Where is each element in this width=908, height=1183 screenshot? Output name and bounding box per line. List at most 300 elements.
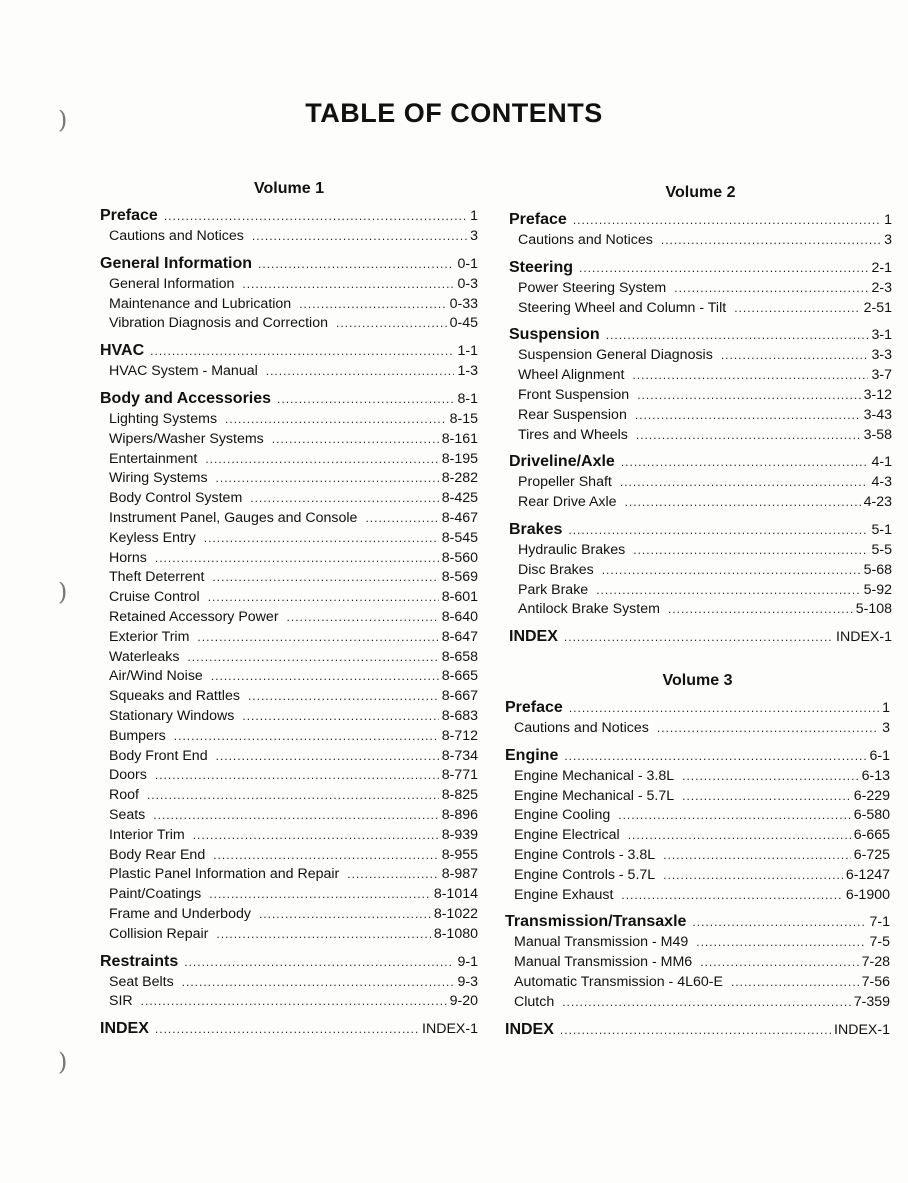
entry-title: Paint/Coatings (109, 886, 202, 903)
page-number: 8-560 (441, 549, 478, 566)
toc-index-entry[interactable] (509, 626, 892, 648)
leader-dots (696, 933, 866, 953)
entry-title: HVAC (100, 342, 145, 360)
leader-dots (365, 509, 438, 529)
entry-title: Frame and Underbody (109, 905, 251, 922)
leader-dots (242, 275, 454, 295)
leader-dots (621, 451, 869, 473)
page-number: 3-7 (871, 367, 892, 384)
toc-subentry[interactable] (509, 386, 892, 406)
toc-section-entry[interactable] (100, 951, 478, 973)
toc-subentry[interactable] (505, 806, 890, 826)
toc-subentry[interactable] (505, 953, 890, 973)
toc-section-entry[interactable] (509, 257, 892, 279)
entry-title: Preface (100, 207, 158, 224)
toc-section-entry[interactable] (100, 253, 478, 275)
toc-subentry[interactable] (505, 933, 890, 953)
leader-dots (573, 209, 881, 231)
page-number: 8-658 (441, 648, 478, 665)
entry-title: Engine Controls - 3.8L (514, 846, 656, 863)
entry-title: Rear Suspension (518, 406, 627, 423)
toc-subentry[interactable] (100, 667, 478, 687)
toc-subentry[interactable] (505, 767, 890, 787)
leader-dots (661, 231, 881, 251)
toc-subentry[interactable] (505, 866, 890, 886)
toc-subentry[interactable] (100, 588, 478, 608)
toc-section-entry[interactable] (509, 209, 892, 231)
toc-subentry[interactable] (505, 787, 890, 807)
entry-title: Wheel Alignment (518, 367, 625, 384)
toc-subentry[interactable] (509, 600, 892, 620)
leader-dots (700, 953, 858, 973)
leader-dots (663, 846, 851, 866)
entry-title: Transmission/Transaxle (505, 913, 687, 931)
leader-dots (606, 324, 869, 346)
toc-section (509, 209, 892, 251)
leader-dots (569, 697, 879, 719)
toc-subentry[interactable] (100, 509, 478, 529)
toc-index-entry[interactable] (505, 1019, 890, 1041)
page-number: 8-665 (441, 668, 478, 685)
page-title: TABLE OF CONTENTS (305, 98, 603, 128)
leader-dots (568, 519, 868, 541)
leader-dots (560, 1019, 831, 1041)
page-number: 6-665 (853, 827, 890, 844)
leader-dots (216, 925, 430, 945)
page-number: 8-601 (441, 589, 478, 606)
toc-subentry[interactable] (100, 865, 478, 885)
page-number: 8-1 (457, 390, 478, 407)
leader-dots (266, 362, 455, 382)
leader-dots (242, 707, 438, 727)
toc-subentry[interactable] (100, 747, 478, 767)
toc-section-entry[interactable] (100, 205, 478, 227)
toc-section (100, 1018, 478, 1040)
toc-subentry[interactable] (100, 846, 478, 866)
leader-dots (336, 314, 447, 334)
page-number: 8-987 (441, 866, 478, 883)
page-number: 5-5 (871, 541, 892, 558)
leader-dots (299, 295, 446, 315)
leader-dots (155, 1018, 419, 1040)
page-number: 8-467 (441, 509, 478, 526)
entry-title: Rear Drive Axle (518, 494, 617, 511)
entry-title: Doors (109, 767, 147, 784)
toc-subentry[interactable] (100, 410, 478, 430)
toc-subentry[interactable] (100, 925, 478, 945)
page-number: 0-33 (449, 295, 478, 312)
entry-title: Cautions and Notices (109, 228, 244, 244)
leader-dots (212, 568, 438, 588)
page-number: 6-1900 (845, 886, 890, 903)
entry-title: Suspension General Diagnosis (518, 347, 713, 364)
entry-title: Wiring Systems (109, 470, 208, 487)
page-number: 6-1 (869, 747, 890, 764)
entry-title: Preface (509, 211, 567, 228)
toc-section (505, 1019, 890, 1041)
toc-subentry[interactable] (505, 973, 890, 993)
page-number: 3-1 (871, 327, 892, 344)
entry-title: INDEX (100, 1020, 149, 1038)
leader-dots (602, 561, 861, 581)
toc-subentry[interactable] (100, 549, 478, 569)
page-number: 8-712 (441, 727, 478, 744)
entry-title: Interior Trim (109, 826, 185, 843)
page-number: 0-45 (449, 315, 478, 332)
page-number: 2-51 (863, 299, 892, 316)
entry-title: Bumpers (109, 727, 166, 744)
toc-subentry[interactable] (100, 648, 478, 668)
entry-title: Entertainment (109, 450, 198, 467)
entry-title: Horns (109, 549, 147, 566)
page-number: 8-683 (441, 707, 478, 724)
page-number: 5-92 (863, 581, 892, 598)
page-number: 8-1080 (433, 925, 478, 942)
page-number: 5-68 (863, 561, 892, 578)
leader-dots (141, 992, 447, 1012)
entry-title: Engine Mechanical - 5.7L (514, 787, 675, 804)
leader-dots (258, 253, 454, 275)
entry-title: Keyless Entry (109, 529, 196, 546)
page-number: 4-1 (871, 454, 892, 471)
leader-dots (731, 973, 859, 993)
entry-title: Engine Controls - 5.7L (514, 866, 656, 883)
page-number: 3-43 (863, 406, 892, 423)
page-number: 3-58 (863, 426, 892, 443)
entry-title: Body Front End (109, 747, 208, 764)
toc-subentry[interactable] (100, 489, 478, 509)
toc-subentry[interactable] (100, 727, 478, 747)
leader-dots (197, 628, 438, 648)
leader-dots (216, 469, 439, 489)
leader-dots (287, 608, 439, 628)
page-number: 8-825 (441, 787, 478, 804)
toc-subentry[interactable] (509, 541, 892, 561)
leader-dots (187, 648, 438, 668)
toc-subentry[interactable] (100, 469, 478, 489)
volume-3-column (505, 672, 890, 1047)
leader-dots (682, 767, 858, 787)
leader-dots (164, 205, 467, 227)
entry-title: Propeller Shaft (518, 474, 612, 491)
toc-section (505, 745, 890, 906)
page-number: 8-640 (441, 608, 478, 625)
entry-title: Collision Repair (109, 925, 209, 942)
page-number: 8-195 (441, 450, 478, 467)
entry-title: Vibration Diagnosis and Correction (109, 315, 328, 332)
entry-title: Brakes (509, 520, 563, 538)
entry-title: Body and Accessories (100, 389, 272, 407)
page-number: 8-667 (441, 688, 478, 705)
page-number: 3 (884, 232, 892, 248)
page-number: 2-1 (871, 259, 892, 276)
toc-section (509, 324, 892, 445)
page-number: 5-1 (871, 521, 892, 538)
entry-title: Engine Mechanical - 3.8L (514, 767, 675, 784)
toc-subentry[interactable] (505, 826, 890, 846)
leader-dots (347, 865, 438, 885)
entry-title: Engine Electrical (514, 827, 620, 844)
page-number: 7-56 (861, 973, 890, 990)
toc-subentry[interactable] (100, 568, 478, 588)
toc-subentry[interactable] (509, 493, 892, 513)
page-number: 8-15 (449, 410, 478, 427)
page-number: 7-359 (853, 993, 890, 1010)
leader-dots (174, 727, 439, 747)
toc-section (100, 253, 478, 334)
entry-title: Exterior Trim (109, 628, 190, 645)
toc-section-entry[interactable] (509, 324, 892, 346)
page-number: 4-3 (871, 474, 892, 491)
entry-title: General Information (109, 275, 235, 292)
toc-section-entry[interactable] (505, 697, 890, 719)
page-number: 6-13 (861, 767, 890, 784)
toc-section (509, 257, 892, 319)
leader-dots (674, 279, 868, 299)
toc-subentry[interactable] (505, 719, 890, 739)
leader-dots (147, 786, 439, 806)
toc-subentry[interactable] (509, 406, 892, 426)
toc-section-entry[interactable] (509, 519, 892, 541)
page-number: 8-545 (441, 529, 478, 546)
leader-dots (277, 388, 454, 410)
entry-title: Restraints (100, 952, 179, 970)
toc-section (100, 340, 478, 382)
toc-subentry[interactable] (100, 707, 478, 727)
leader-dots (153, 806, 438, 826)
toc-subentry[interactable] (509, 346, 892, 366)
entry-title: Wipers/Washer Systems (109, 430, 264, 447)
page-number: 8-955 (441, 846, 478, 863)
page-number: 8-734 (441, 747, 478, 764)
page-number: 1-1 (457, 343, 478, 360)
leader-dots (182, 973, 455, 993)
leader-dots (734, 299, 860, 319)
page-number: 8-425 (441, 490, 478, 507)
leader-dots (184, 951, 454, 973)
toc-subentry[interactable] (509, 231, 892, 251)
page-number: INDEX-1 (422, 1021, 478, 1038)
leader-dots (633, 541, 868, 561)
toc-section-entry[interactable] (505, 911, 890, 933)
toc-subentry[interactable] (509, 366, 892, 386)
toc-subentry[interactable] (100, 430, 478, 450)
toc-subentry[interactable] (100, 885, 478, 905)
page-number: 8-771 (441, 767, 478, 784)
leader-dots (625, 493, 861, 513)
entry-title: HVAC System - Manual (109, 363, 258, 380)
page-number: 7-28 (861, 954, 890, 971)
leader-dots (635, 406, 861, 426)
toc-subentry[interactable] (100, 450, 478, 470)
toc-subentry[interactable] (100, 806, 478, 826)
entry-title: Retained Accessory Power (109, 608, 279, 625)
page-number: 3-12 (863, 386, 892, 403)
leader-dots (663, 866, 843, 886)
entry-title: Waterleaks (109, 648, 180, 665)
toc-section (509, 519, 892, 620)
leader-dots (668, 600, 853, 620)
entry-title: Roof (109, 787, 139, 804)
page-number: 8-939 (441, 826, 478, 843)
toc-subentry[interactable] (100, 227, 478, 247)
leader-dots (205, 450, 438, 470)
toc-subentry[interactable] (100, 992, 478, 1012)
page-number: INDEX-1 (834, 1021, 890, 1038)
volume-title: Volume 3 (662, 672, 733, 689)
page-number: 8-282 (441, 470, 478, 487)
page-number: 8-1014 (433, 886, 478, 903)
page-number: 7-1 (869, 914, 890, 931)
entry-title: Automatic Transmission - 4L60-E (514, 973, 723, 990)
toc-subentry[interactable] (100, 786, 478, 806)
entry-title: Engine Exhaust (514, 886, 614, 903)
leader-dots (636, 426, 861, 446)
toc-subentry[interactable] (100, 529, 478, 549)
margin-mark: ) (58, 578, 68, 606)
leader-dots (620, 473, 869, 493)
toc-subentry[interactable] (100, 826, 478, 846)
entry-title: Manual Transmission - M49 (514, 934, 689, 951)
page-number: 5-108 (855, 601, 892, 618)
entry-title: Body Rear End (109, 846, 206, 863)
page-number: 6-229 (853, 787, 890, 804)
toc-index-entry[interactable] (100, 1018, 478, 1040)
leader-dots (208, 588, 439, 608)
margin-mark: ) (58, 106, 68, 134)
leader-dots (250, 489, 438, 509)
entry-title: Air/Wind Noise (109, 668, 203, 685)
entry-title: INDEX (509, 628, 558, 646)
leader-dots (628, 826, 851, 846)
toc-section-entry[interactable] (509, 451, 892, 473)
entry-title: Antilock Brake System (518, 601, 660, 618)
entry-title: Tires and Wheels (518, 426, 628, 443)
leader-dots (272, 430, 439, 450)
entry-title: Hydraulic Brakes (518, 541, 626, 558)
toc-section (505, 697, 890, 739)
toc-subentry[interactable] (100, 295, 478, 315)
toc-subentry[interactable] (505, 886, 890, 906)
page-number: 9-20 (449, 993, 478, 1010)
toc-subentry[interactable] (505, 993, 890, 1013)
entry-title: Disc Brakes (518, 561, 594, 578)
toc-subentry[interactable] (100, 687, 478, 707)
toc-subentry[interactable] (509, 279, 892, 299)
page-number: 1 (884, 212, 892, 228)
toc-subentry[interactable] (509, 473, 892, 493)
leader-dots (155, 766, 439, 786)
page-number: 6-725 (853, 846, 890, 863)
page-number: 0-3 (457, 275, 478, 292)
toc-subentry[interactable] (509, 299, 892, 319)
leader-dots (193, 826, 439, 846)
entry-title: INDEX (505, 1020, 554, 1038)
toc-subentry[interactable] (100, 608, 478, 628)
leader-dots (155, 549, 439, 569)
entry-title: General Information (100, 254, 253, 272)
page-number: 8-1022 (433, 905, 478, 922)
entry-title: Body Control System (109, 490, 243, 507)
entry-title: Instrument Panel, Gauges and Console (109, 509, 358, 526)
page-number: 8-647 (441, 628, 478, 645)
leader-dots (211, 667, 439, 687)
entry-title: Engine Cooling (514, 807, 611, 824)
toc-subentry[interactable] (505, 846, 890, 866)
toc-section-entry[interactable] (100, 388, 478, 410)
volume-2-column (509, 184, 892, 654)
leader-dots (657, 719, 879, 739)
toc-subentry[interactable] (100, 973, 478, 993)
page-number: 2-3 (871, 279, 892, 296)
toc-section (509, 626, 892, 648)
page-number: 8-569 (441, 569, 478, 586)
page-number: 6-1247 (845, 866, 890, 883)
toc-section (505, 911, 890, 1012)
entry-title: Lighting Systems (109, 410, 218, 427)
entry-title: Park Brake (518, 581, 589, 598)
volume-title: Volume 2 (665, 184, 736, 201)
entry-title: Preface (505, 699, 563, 716)
page-number: 9-3 (457, 973, 478, 990)
leader-dots (692, 911, 866, 933)
leader-dots (682, 787, 851, 807)
leader-dots (637, 386, 860, 406)
entry-title: Steering (509, 258, 574, 276)
toc-subentry[interactable] (100, 628, 478, 648)
leader-dots (632, 366, 868, 386)
toc-subentry[interactable] (100, 766, 478, 786)
leader-dots (564, 745, 866, 767)
toc-subentry[interactable] (509, 561, 892, 581)
volume-title: Volume 1 (254, 180, 324, 197)
leader-dots (721, 346, 869, 366)
page-number: 1 (882, 700, 890, 716)
entry-title: Seat Belts (109, 973, 174, 990)
page-number: 7-5 (869, 934, 890, 951)
page-number: 9-1 (457, 953, 478, 970)
entry-title: Steering Wheel and Column - Tilt (518, 299, 727, 316)
entry-title: Maintenance and Lubrication (109, 295, 292, 312)
toc-section-entry[interactable] (505, 745, 890, 767)
entry-title: Clutch (514, 993, 555, 1010)
leader-dots (209, 885, 431, 905)
toc-section (509, 451, 892, 513)
leader-dots (579, 257, 868, 279)
toc-subentry[interactable] (509, 426, 892, 446)
entry-title: Seats (109, 806, 146, 823)
page-number: 3 (882, 720, 890, 736)
leader-dots (248, 687, 439, 707)
entry-title: Suspension (509, 326, 600, 344)
volume-1-column (100, 180, 478, 1046)
entry-title: Cruise Control (109, 589, 200, 606)
page-number: INDEX-1 (836, 629, 892, 646)
toc-subentry[interactable] (100, 362, 478, 382)
entry-title: Theft Deterrent (109, 569, 205, 586)
toc-subentry[interactable] (100, 905, 478, 925)
toc-subentry[interactable] (100, 275, 478, 295)
page-number: 1 (470, 208, 478, 224)
leader-dots (259, 905, 431, 925)
leader-dots (564, 626, 833, 648)
toc-subentry[interactable] (509, 581, 892, 601)
entry-title: Power Steering System (518, 279, 667, 296)
entry-title: Cautions and Notices (514, 720, 649, 736)
toc-subentry[interactable] (100, 314, 478, 334)
toc-section-entry[interactable] (100, 340, 478, 362)
leader-dots (621, 886, 842, 906)
